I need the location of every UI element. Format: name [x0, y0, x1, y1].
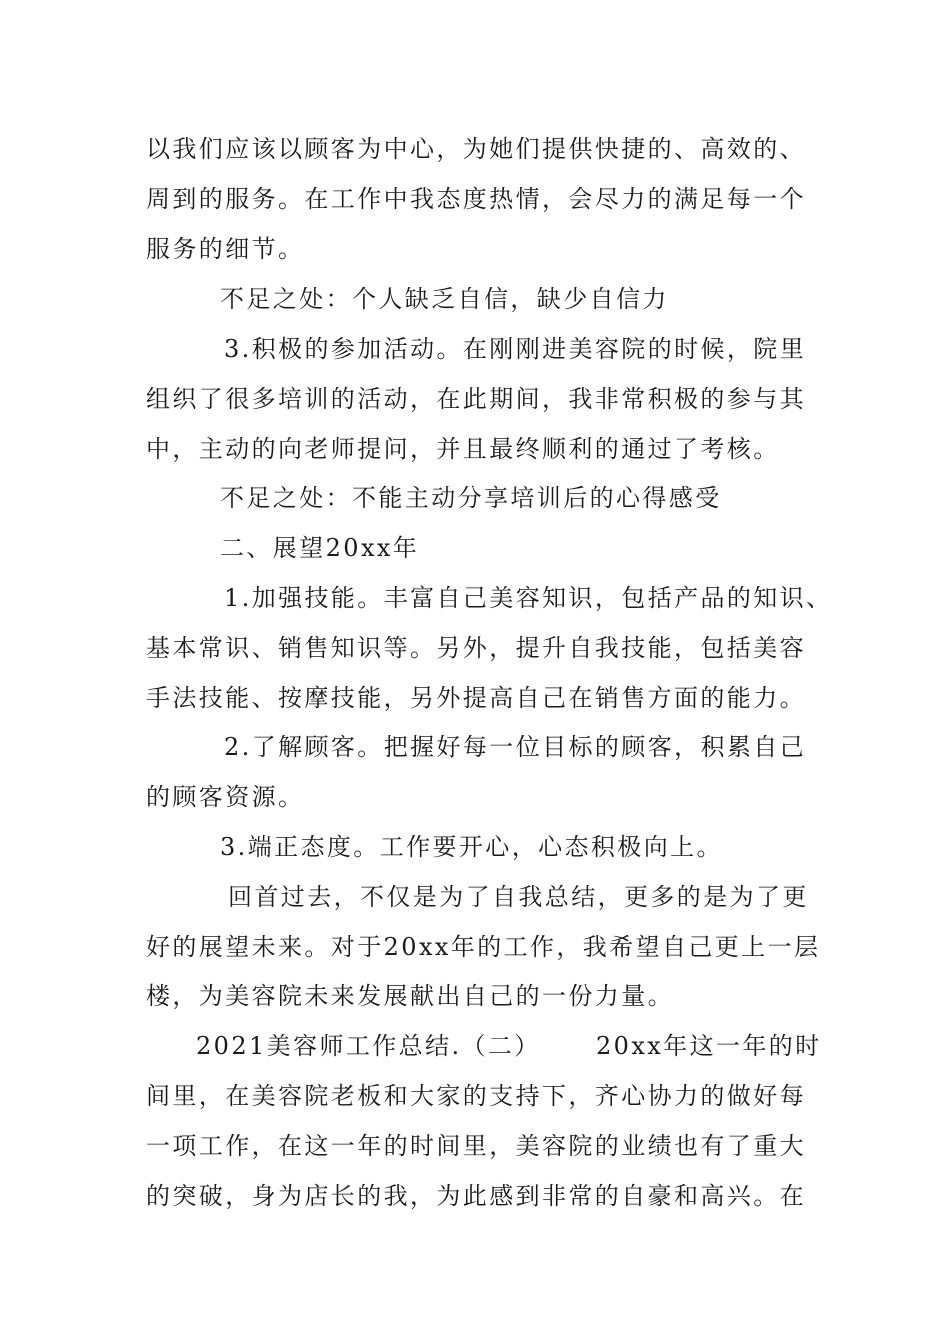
text-line: 中，主动的向老师提问，并且最终顺利的通过了考核。	[146, 435, 780, 463]
text-line: 一项工作，在这一年的时间里，美容院的业绩也有了重大	[146, 1132, 806, 1160]
text-line: 组织了很多培训的活动，在此期间，我非常积极的参与其	[146, 385, 806, 413]
text-line: 服务的细节。	[146, 235, 305, 263]
text-line: 不足之处：个人缺乏自信，缺少自信力	[220, 285, 669, 313]
section-heading: 二、展望20xx年	[220, 534, 420, 562]
text-line: 1.加强技能。丰富自己美容知识，包括产品的知识、	[224, 584, 833, 612]
text-line: 2.了解顾客。把握好每一位目标的顾客，积累自己	[224, 733, 807, 761]
text-line: 不足之处：不能主动分享培训后的心得感受	[220, 484, 722, 512]
text-line: 的顾客资源。	[146, 783, 305, 811]
text-line: 手法技能、按摩技能，另外提高自己在销售方面的能力。	[146, 684, 806, 712]
text-line: 间里，在美容院老板和大家的支持下，齐心协力的做好每	[146, 1082, 806, 1110]
text-line: 楼，为美容院未来发展献出自己的一份力量。	[146, 982, 674, 1010]
text-line: 3.端正态度。工作要开心，心态积极向上。	[220, 833, 723, 861]
text-line: 好的展望未来。对于20xx年的工作，我希望自己更上一层	[146, 933, 821, 961]
text-line: 基本常识、销售知识等。另外，提升自我技能，包括美容	[146, 634, 806, 662]
text-line: 的突破，身为店长的我，为此感到非常的自豪和高兴。在	[146, 1182, 806, 1210]
text-line: 3.积极的参加活动。在刚刚进美容院的时候，院里	[224, 335, 807, 363]
text-line: 以我们应该以顾客为中心，为她们提供快捷的、高效的、	[146, 135, 806, 163]
text-line: 20xx年这一年的时	[596, 1032, 822, 1060]
section-title: 2021美容师工作总结.（二）	[196, 1032, 541, 1060]
text-line: 回首过去，不仅是为了自我总结，更多的是为了更	[228, 883, 809, 911]
text-line: 周到的服务。在工作中我态度热情，会尽力的满足每一个	[146, 185, 806, 213]
